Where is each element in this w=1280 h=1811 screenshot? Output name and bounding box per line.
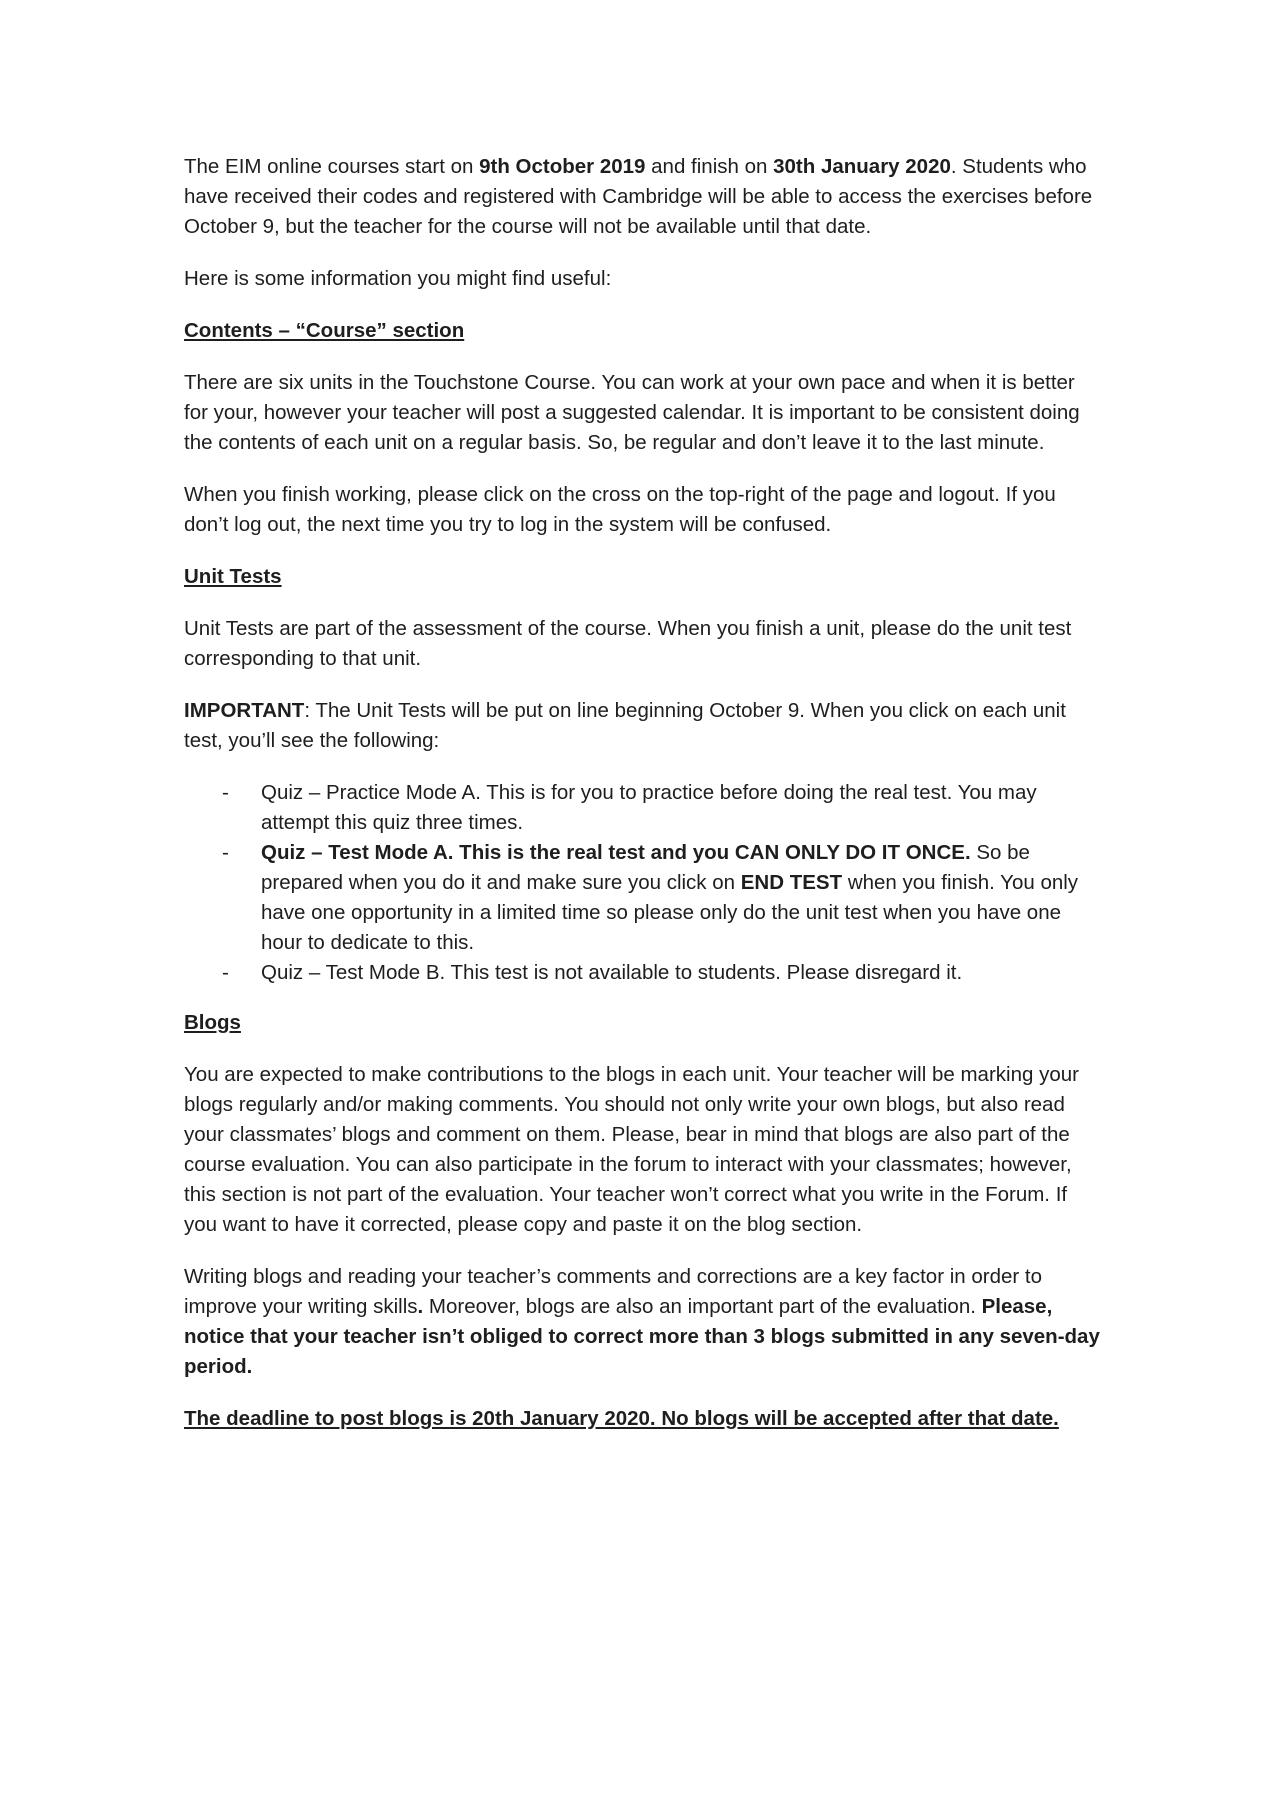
dash-bullet: - [222,961,229,984]
practice-mode-a-text: Quiz – Practice Mode A. This is for you to practice before doing the real test. You may attempt this quiz three times. [261,781,1037,834]
blogs-text-2: Moreover, blogs are also an important part of the evaluation. [423,1295,982,1318]
intro-text-2: and finish on [645,155,774,178]
list-item [184,958,1104,988]
blogs-heading: Blogs [184,1011,241,1034]
test-mode-a-text-1: So be prepared when you do it and make sure you click on [261,841,1030,894]
list-item [184,838,1104,958]
useful-info-paragraph: Here is some information you might find useful: [184,267,612,290]
important-text: : The Unit Tests will be put on line beginning October 9. When you click on each unit test, you’ll see the following: [184,699,1066,752]
course-start-date: 9th October 2019 [479,155,646,178]
blogs-paragraph-1: You are expected to make contributions to the blogs in each unit. Your teacher will be marking your blogs regularly and/or making comments. You should not only write your own blogs, but also read your classmates’ blogs and comment on them. Please, bear in mind that blogs are also part of the course evaluation. You can also participate in the forum to interact with your classmates; however, this section is not part of the evaluation. Your teacher won’t correct what you write in the Forum. If you want to have it corrected, please copy and paste it on the blog section. [184,1063,1079,1236]
important-paragraph [184,696,1104,756]
contents-heading: Contents – “Course” section [184,319,465,342]
blogs-deadline: The deadline to post blogs is 20th January 2020. No blogs will be accepted after that date. [184,1407,1059,1430]
list-item [184,778,1104,838]
test-mode-a-text-2: when you finish. You only have one opportunity in a limited time so please only do the unit test when you have one hour to dedicate to this. [261,871,1079,954]
intro-paragraph [184,152,1104,242]
end-test-label: END TEST [740,871,843,894]
test-mode-b-text: Quiz – Test Mode B. This test is not available to students. Please disregard it. [261,961,963,984]
contents-paragraph-1: There are six units in the Touchstone Course. You can work at your own pace and when it is better for your, however your teacher will post a suggested calendar. It is important to be consistent doing the contents of each unit on a regular basis. So, be regular and don’t leave it to the last minute. [184,371,1080,454]
important-label: IMPORTANT [184,699,305,722]
dash-bullet: - [222,841,229,864]
blogs-period: . [417,1295,424,1318]
document-body [184,152,1104,1456]
blogs-notice: Please, notice that your teacher isn’t obliged to correct more than 3 blogs submitted in any seven-day period. [184,1295,1100,1378]
blogs-text-1: Writing blogs and reading your teacher’s comments and corrections are a key factor in order to improve your writing skills [184,1265,1043,1318]
course-end-date: 30th January 2020 [773,155,951,178]
unit-tests-paragraph-1: Unit Tests are part of the assessment of the course. When you finish a unit, please do the unit test corresponding to that unit. [184,617,1072,670]
unit-tests-heading: Unit Tests [184,565,282,588]
blogs-paragraph-2 [184,1262,1104,1382]
unit-test-modes-list [184,778,1104,988]
contents-paragraph-2: When you finish working, please click on the cross on the top-right of the page and logout. If you don’t log out, the next time you try to log in the system will be confused. [184,483,1056,536]
intro-text-1: The EIM online courses start on [184,155,480,178]
dash-bullet: - [222,781,229,804]
intro-text-3: . Students who have received their codes and registered with Cambridge will be able to access the exercises before October 9, but the teacher for the course will not be available until that date. [184,155,1093,238]
test-mode-a-bold-text: Quiz – Test Mode A. This is the real test and you CAN ONLY DO IT ONCE. [261,841,971,864]
